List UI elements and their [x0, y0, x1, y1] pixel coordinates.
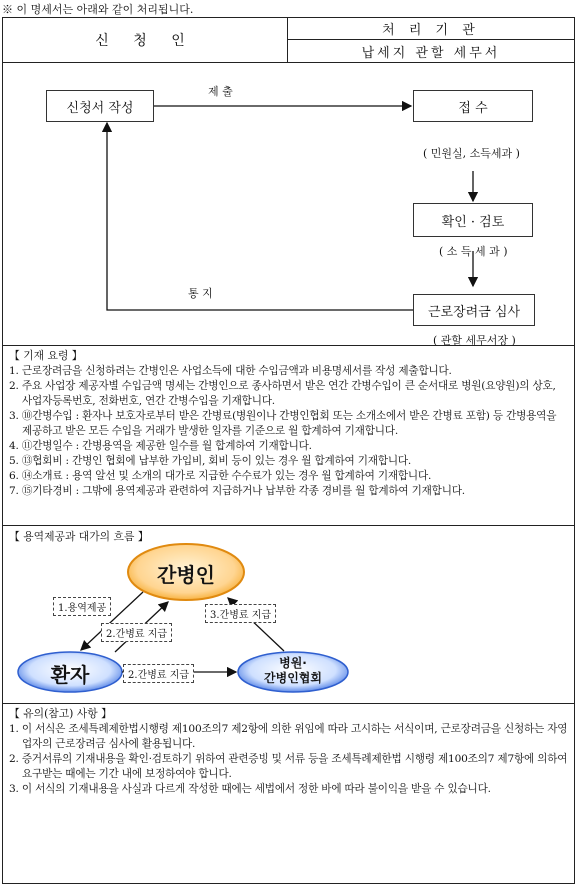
form-frame	[2, 17, 575, 884]
tag-service-provision: 1.용역제공	[53, 597, 111, 616]
box-examination: 근로장려금 심사	[413, 294, 535, 326]
box-receipt: 접 수	[413, 90, 533, 122]
tag-hospital-payment: 3.간병료 지급	[205, 604, 276, 623]
notify-arrow	[107, 123, 413, 310]
instruction-item: 5. ⑬협회비 : 간병인 협회에 납부한 가입비, 회비 등이 있는 경우 월 합계하여 기재합니다.	[9, 455, 412, 467]
box-review: 확인 · 검토	[413, 203, 533, 237]
instructions-section	[3, 346, 574, 499]
header-row	[3, 18, 574, 63]
service-flow-diagram	[3, 525, 574, 704]
caregiver-label: 간병인	[157, 563, 215, 587]
tag-patient-hospital-payment: 2.간병료 지급	[123, 664, 194, 683]
notes-section	[3, 704, 574, 797]
hospital-label	[238, 656, 348, 686]
processing-org-header: 처 리 기 관	[288, 18, 574, 40]
instruction-item: 6. ⑭소개료 : 용역 알선 및 소개의 대가로 지급한 수수료가 있는 경우 월 합계하여 기재합니다.	[9, 470, 432, 482]
review-department: ( 소 득 세 과 )	[439, 245, 508, 258]
instruction-item: 4. ⑪간병일수 : 간병용역을 제공한 일수를 월 합계하여 기재합니다.	[9, 440, 312, 452]
note-item: 1. 이 서식은 조세특례제한법시행령 제100조의7 제2항에 의한 위임에 따라 고시하는 서식이며, 근로장려금을 신청하는 자영업자의 근로장려금 심사에 활용됩니다.	[9, 723, 568, 750]
hospital-label-line2: 간병인협회	[264, 671, 322, 685]
label-notify: 통 지	[188, 287, 213, 300]
note-item: 2. 증거서류의 기재내용을 확인·검토하기 위하여 관련증빙 및 서류 등을 조세특례제한법 시행령 제100조의7 제7항에 의하여 요구받는 때에는 기간 내에 보정하여야 합니다.	[9, 753, 568, 780]
service-flow-title: 【 용역제공과 대가의 흐름 】	[9, 530, 149, 543]
tax-office-header: 납세지 관할 세무서	[361, 45, 501, 61]
applicant-header: 신 청 인	[3, 18, 288, 62]
instruction-item: 3. ⑩간병수입 : 환자나 보호자로부터 받은 간병료(병원이나 간병인협회 또는 소개소에서 받은 간병료 포함) 등 간병용역을 제공하고 받은 모든 수입을 거래가 발생한 일자를 기준으로 월 합계하여 기재합니다.	[9, 410, 557, 437]
instructions-title: 【 기재 요령 】	[9, 349, 83, 362]
patient-label: 환자	[50, 663, 90, 687]
receipt-department: ( 민원실, 소득세과 )	[423, 147, 520, 160]
instruction-item: 7. ⑮기타경비 : 그밖에 용역제공과 관련하여 지급하거나 납부한 각종 경비를 월 합계하여 기재합니다.	[9, 485, 465, 497]
tag-patient-payment: 2.간병료 지급	[101, 623, 172, 642]
processing-notice: ※ 이 명세서는 아래와 같이 처리됩니다.	[2, 3, 194, 16]
instruction-item: 2. 주요 사업장 제공자별 수입금액 명세는 간병인으로 종사하면서 받은 연간 간병수입이 큰 순서대로 병원(요양원)의 상호, 사업자등록번호, 전화번호, 연간 간병수입을 기재합니다.	[9, 380, 556, 407]
note-item: 3. 이 서식의 기재내용을 사실과 다르게 작성한 때에는 세법에서 정한 바에 따라 불이익을 받을 수 있습니다.	[9, 783, 491, 795]
box-application: 신청서 작성	[46, 90, 154, 122]
instruction-item: 1. 근로장려금을 신청하려는 간병인은 사업소득에 대한 수입금액과 비용명세서를 작성 제출합니다.	[9, 365, 452, 377]
label-submit: 제 출	[208, 85, 233, 98]
hospital-label-line1: 병원·	[279, 656, 307, 670]
processing-flow	[3, 63, 574, 346]
exam-department: ( 관할 세무서장 )	[433, 334, 516, 347]
notes-title: 【 유의(참고) 사항 】	[9, 707, 112, 720]
